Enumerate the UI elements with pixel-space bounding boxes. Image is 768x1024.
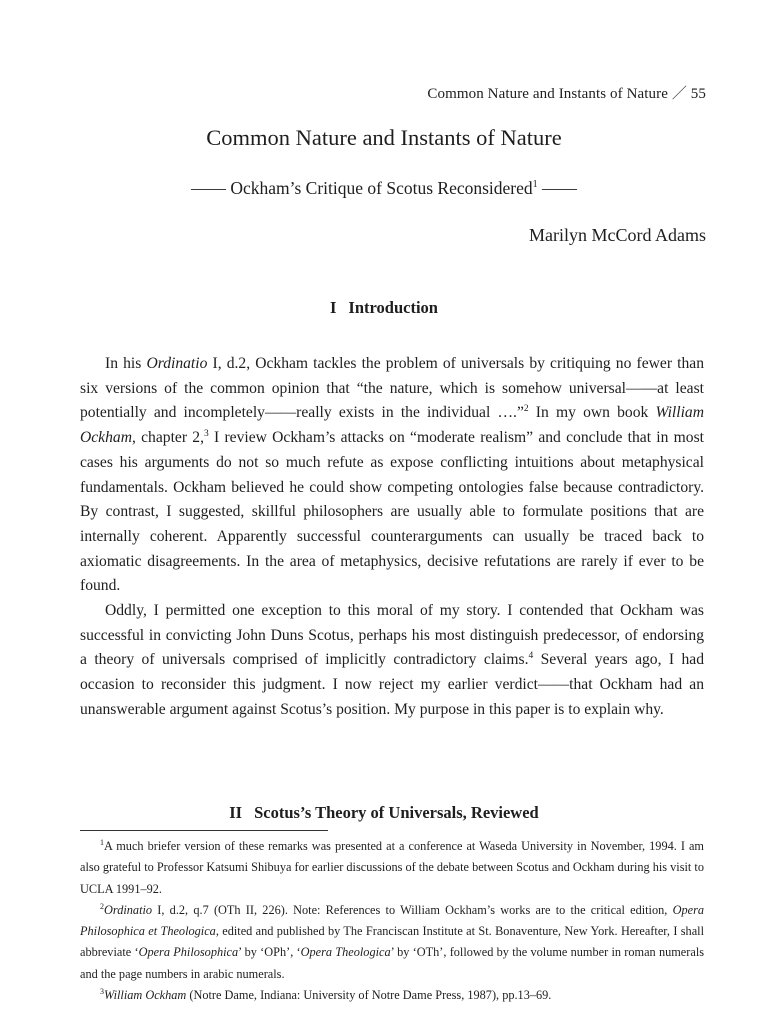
footnote-ref-3[interactable]: 3 [203, 428, 209, 439]
footnote-text: A much briefer version of these remarks was presented at a conference at Waseda University in November, 1994. I am also grateful to Professor Katsumi Shibuya for earlier discussions of the debate between Scotus and Ockham during his visit to UCLA 1991–92. [80, 839, 704, 896]
text-run: , chapter 2, [131, 429, 204, 447]
footnote-text: ’ by ‘OTh’, followed by the volume number in roman numerals and the page numbers in arabic numerals. [80, 945, 705, 981]
italic-title: William Ockham [104, 988, 187, 1003]
section-heading-scotus-theory [0, 803, 768, 823]
footnote-mark: 1 [100, 837, 104, 847]
section-number: II [229, 803, 243, 822]
italic-title: Opera Philosophica [138, 945, 239, 960]
footnote-ref-2[interactable]: 2 [523, 404, 529, 415]
section-title: Scotus’s Theory of Universals, Reviewed [254, 803, 539, 822]
article-title: Common Nature and Instants of Nature [206, 125, 562, 150]
text-run: In my own book [528, 404, 656, 422]
section-title: Introduction [348, 298, 438, 317]
italic-title: Ordinatio [104, 902, 153, 917]
italic-title: Opera Theologica [300, 945, 391, 960]
section-number: I [330, 298, 337, 317]
paragraph-2 [80, 599, 704, 723]
article-subtitle [0, 178, 768, 199]
footnote-mark: 2 [100, 901, 104, 911]
footnote-text: I, d.2, q.7 (OTh II, 226). Note: References to William Ockham’s works are to the critical edition, [152, 902, 673, 917]
text-run: Several years ago, I had occasion to reconsider this judgment. I now reject my earlier verdict——that Ockham had an unanswerable argument against Scotus’s position. My purpose in this paper is to explain why. [80, 651, 705, 718]
italic-title: Ordinatio [146, 355, 208, 372]
footnote-3 [80, 985, 704, 1006]
footnotes [80, 836, 704, 1006]
footnote-text: ’ by ‘OPh’, ‘ [238, 945, 301, 960]
footnote-1 [80, 836, 704, 900]
italic-title: William Ockham [80, 404, 704, 447]
footnote-text: (Notre Dame, Indiana: University of Notre Dame Press, 1987), pp.13–69. [186, 988, 552, 1003]
italic-title: Opera Philosophica et Theologica [80, 902, 704, 939]
text-run: In his [105, 355, 147, 372]
text-run: Oddly, I permitted one exception to this moral of my story. I contended that Ockham was successful in convicting John Duns Scotus, perhaps his most distinguish predecessor, of endorsing a theory of universals comprised of implicitly contradictory claims. [80, 602, 704, 669]
footnote-rule [80, 830, 328, 831]
subtitle-tail: —— [537, 178, 578, 198]
text-run: I review Ockham’s attacks on “moderate realism” and conclude that in most cases his arguments do not so much refute as expose conflicting intuitions about metaphysical fundamentals. Ockham believed he could show competing ontologies false because contradictory. By contrast, I suggested, skillful philosophers are usually able to formulate positions that are internally coherent. Apparently successful counterarguments can usually be traced back to axiomatic disagreements. In the area of metaphysics, decisive refutations are rarely if ever to be found. [80, 429, 705, 595]
section-heading-introduction [0, 298, 768, 318]
footnote-mark: 3 [100, 986, 104, 996]
subtitle-text: —— Ockham’s Critique of Scotus Reconsidered [190, 178, 533, 198]
body-text [80, 352, 704, 723]
footnote-text: , edited and published by The Franciscan Institute at St. Bonaventure, New York. Hereafter, I shall abbreviate ‘ [80, 924, 704, 960]
text-run: I, d.2, Ockham tackles the problem of universals by critiquing no fewer than six versions of the common opinion that “the nature, which is somehow universal——at least potentially and incompletely——really exists in the individual ….” [80, 355, 704, 422]
footnote-ref-4[interactable]: 4 [528, 651, 534, 662]
footnote-ref-1[interactable]: 1 [532, 179, 538, 191]
paragraph-1 [80, 352, 704, 599]
running-head: Common Nature and Instants of Nature ／ 55 [427, 86, 706, 102]
footnote-2 [80, 900, 704, 985]
author-name: Marilyn McCord Adams [529, 225, 706, 245]
